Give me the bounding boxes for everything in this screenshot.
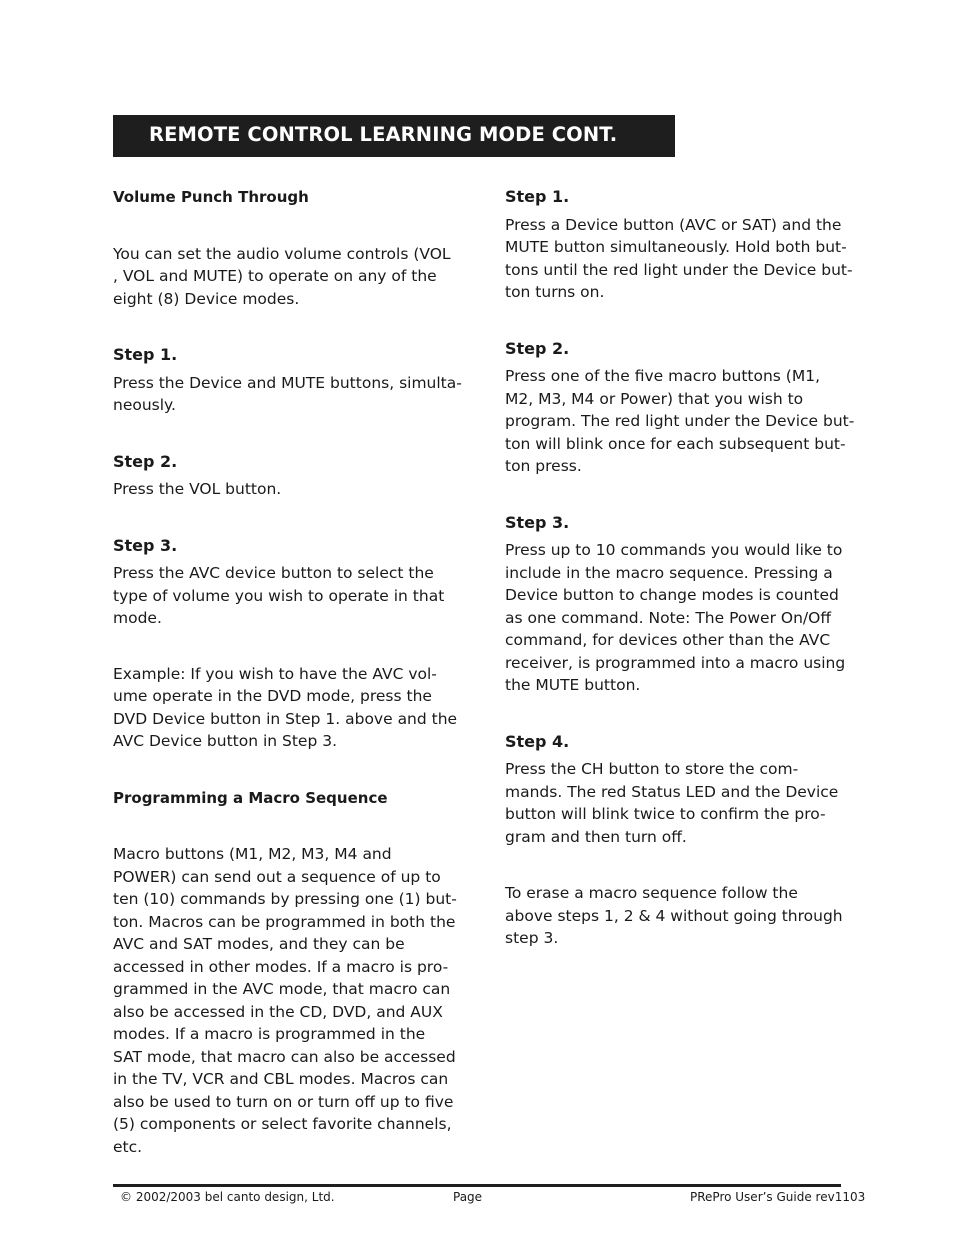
section-heading-volume-punch-through: Volume Punch Through <box>113 188 309 206</box>
paragraph-example: Example: If you wish to have the AVC vol- ume operate in the DVD mode, press the DVD Device button in Step 1. above and the AVC Device button in Step 3. <box>113 664 458 750</box>
step-heading: Step 1. <box>113 345 178 364</box>
step-heading: Step 4. <box>505 731 570 751</box>
paragraph-intro: You can set the audio volume controls (VOL , VOL and MUTE) to operate on any of the eight (8) Device modes. <box>113 244 451 308</box>
paragraph-macro: Macro buttons (M1, M2, M3, M4 and POWER) can send out a sequence of up to ten (10) commands by pressing one (1) but- ton. Macros can be programmed in both the AVC and SAT modes, and they can be accessed in other modes. If a macro is pro- grammed in the AVC mode, that macro can also be accessed in the CD, DVD, and AUX modes. If a macro is programmed in the SAT mode, that macro can also be accessed in the TV, VCR and CBL modes. Macros can also be used to turn on or turn off up to five (5) components or select favorite channels, etc. <box>113 845 457 1156</box>
section-heading-macro-sequence: Programming a Macro Sequence <box>113 788 388 807</box>
step-heading: Step 3. <box>505 512 570 532</box>
right-column <box>505 186 855 950</box>
step-text: Press the VOL button. <box>113 480 282 498</box>
footer-copyright: © 2002/2003 bel canto design, Ltd. <box>120 1190 335 1204</box>
footer-divider <box>113 1184 841 1187</box>
step-text: Press the CH button to store the com- mands. The red Status LED and the Device button will blink twice to confirm the pro- gram and then turn off. <box>505 760 839 846</box>
step-text: Press up to 10 commands you would like to include in the macro sequence. Pressing a Device button to change modes is counted as one command. Note: The Power On/Off command, for devices other than the AVC receiver, is programmed into a macro using the MUTE button. <box>505 541 846 694</box>
step-text: Press a Device button (AVC or SAT) and the MUTE button simultaneously. Hold both but- tons until the red light under the Device but- ton turns on. <box>505 215 853 301</box>
step-text: Press one of the five macro buttons (M1, M2, M3, M4 or Power) that you wish to program. The red light under the Device but- ton will blink once for each subsequent but- ton press. <box>505 367 855 475</box>
step-text: Press the AVC device button to select the type of volume you wish to operate in that mode. <box>113 564 445 627</box>
step-heading: Step 2. <box>505 338 570 358</box>
step-heading: Step 2. <box>113 451 178 471</box>
step-text: Press the Device and MUTE buttons, simulta- neously. <box>113 373 462 414</box>
paragraph-erase: To erase a macro sequence follow the above steps 1, 2 & 4 without going through step 3. <box>505 884 843 947</box>
page-title: REMOTE CONTROL LEARNING MODE CONT. <box>113 115 675 157</box>
footer-page-label: Page <box>453 1190 483 1204</box>
left-column <box>113 186 462 1158</box>
step-heading: Step 3. <box>113 535 178 555</box>
step-heading: Step 1. <box>505 187 570 206</box>
footer-guide-title: PRePro User’s Guide rev1103 <box>690 1190 866 1204</box>
